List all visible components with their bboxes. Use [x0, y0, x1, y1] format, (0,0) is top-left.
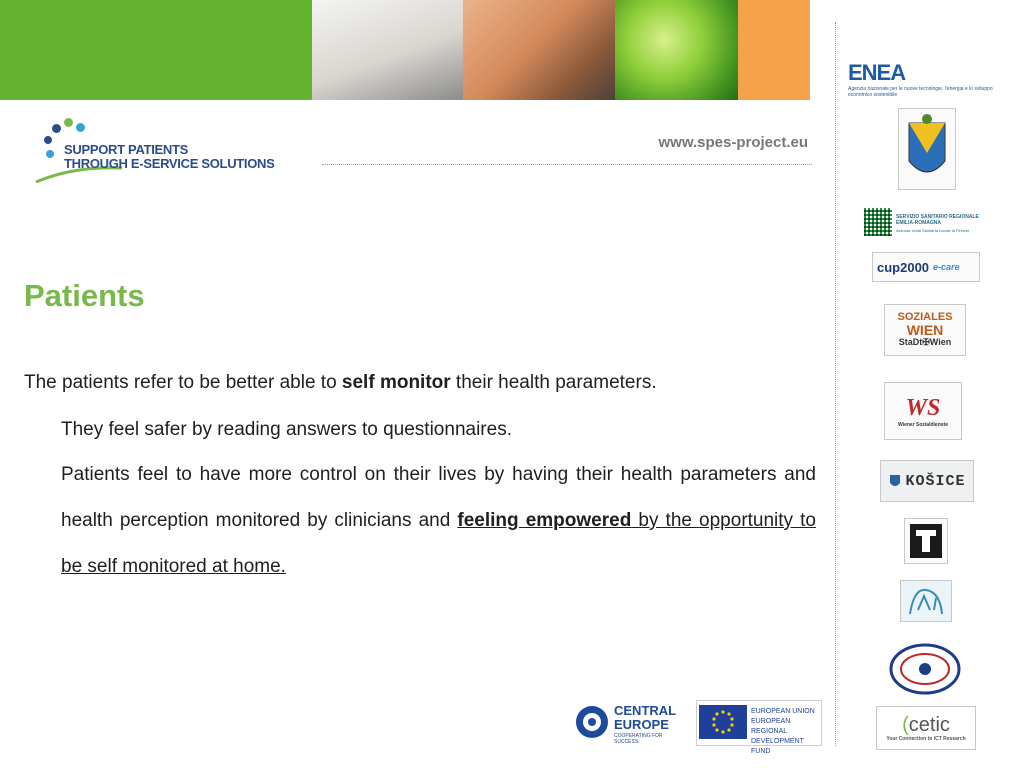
- sidebar-divider: [835, 22, 836, 746]
- central-europe-subtitle: COOPERATING FOR SUCCESS.: [614, 733, 663, 745]
- paragraph-1: [24, 360, 816, 406]
- eu-stars-icon: [699, 705, 747, 739]
- cetic-c-icon: (: [902, 714, 909, 736]
- ws-subtitle: Wiener Sozialdienste: [898, 421, 948, 428]
- wien-line-3: StaDt✠Wien: [898, 337, 952, 347]
- provincia-emblem-icon: [888, 642, 962, 696]
- central-europe-logo: [574, 700, 686, 744]
- p1-text-end: their health parameters.: [450, 372, 657, 393]
- wiener-sozialdienste-logo: [884, 382, 962, 440]
- central-europe-emblem-icon: [574, 704, 610, 740]
- logo-text: [64, 143, 275, 171]
- header-orange-block: [738, 0, 810, 100]
- eu-line-3: DEVELOPMENT FUND: [751, 738, 804, 755]
- p3-bold-underline: feeling empowered: [457, 510, 632, 531]
- enea-subtitle: Agenzia nazionale per le nuove tecnologie, l'energia e lo sviluppo economico sostenibile: [848, 86, 993, 98]
- project-url[interactable]: www.spes-project.eu: [658, 134, 808, 151]
- paragraph-2: They feel safer by reading answers to questionnaires.: [61, 419, 512, 440]
- provincia-logo: [888, 642, 962, 696]
- logo-dot-icon: [46, 150, 54, 158]
- logo-dot-icon: [52, 124, 61, 133]
- cetic-logo: [876, 706, 976, 750]
- eu-flag-logo: [696, 700, 822, 755]
- university-emblem-icon: [908, 522, 944, 560]
- paragraph-3: [61, 452, 816, 590]
- logo-dot-icon: [44, 136, 52, 144]
- soziales-wien-logo: [884, 304, 966, 356]
- p3-underline-end: by the opportunity to be self monitored at home.: [61, 510, 816, 577]
- page-title: Patients: [24, 278, 145, 313]
- ws-mark: WS: [905, 394, 941, 421]
- kosice-text: KOŠICE: [905, 472, 966, 490]
- eu-text: [751, 707, 821, 757]
- cetic-text: cetic: [908, 714, 950, 736]
- cetic-mark: [902, 714, 950, 736]
- eu-flag-icon: [699, 705, 747, 739]
- cetic-subtitle: Your Connection to ICT Research: [886, 736, 966, 742]
- logo-line-2: THROUGH E-SERVICE SOLUTIONS: [64, 156, 275, 171]
- p1-text: The patients refer to be better able to: [24, 372, 342, 393]
- eu-line-2: EUROPEAN REGIONAL: [751, 718, 791, 735]
- central-europe-text: CENTRAL EUROPE: [614, 703, 676, 732]
- green-leaves-photo: [615, 0, 738, 100]
- logo-dot-icon: [64, 118, 73, 127]
- kosice-emblem-icon: [888, 473, 902, 489]
- doctor-laptop-photo: [312, 0, 463, 100]
- p1-bold: self monitor: [341, 372, 451, 393]
- coat-of-arms-logo: [898, 108, 956, 190]
- ecare-text: e-care: [933, 262, 960, 272]
- kosice-logo: [880, 460, 974, 502]
- logo-line-1: SUPPORT PATIENTS: [64, 142, 189, 157]
- emilia-subtitle: Azienda Unità Sanitaria Locale di Firenze: [896, 228, 970, 233]
- header-divider: [322, 164, 812, 165]
- enea-logo: [848, 60, 1004, 98]
- technical-university-logo: [900, 580, 952, 622]
- cup2000-logo: [872, 252, 980, 282]
- header-green-block: [0, 0, 312, 100]
- enea-mark: ENEA: [848, 60, 906, 85]
- wien-line-2: WIEN: [906, 322, 944, 338]
- emilia-grid-icon: [864, 208, 892, 236]
- coat-of-arms-icon: [903, 113, 951, 185]
- p3-text: Patients feel to have more control on their lives by having their health parameters and health perception monitored by clinicians and: [61, 464, 816, 531]
- logo-dot-icon: [76, 123, 85, 132]
- cup2000-text: cup2000: [877, 259, 930, 275]
- eu-line-1: EUROPEAN UNION: [751, 708, 815, 715]
- holding-hands-photo: [463, 0, 615, 100]
- emilia-title: SERVIZIO SANITARIO REGIONALE EMILIA-ROMAGNA: [896, 214, 979, 226]
- lion-emblem-icon: [904, 584, 948, 618]
- university-logo: [904, 518, 948, 564]
- wien-line-1: SOZIALES: [897, 311, 953, 323]
- emilia-romagna-logo: [864, 208, 994, 238]
